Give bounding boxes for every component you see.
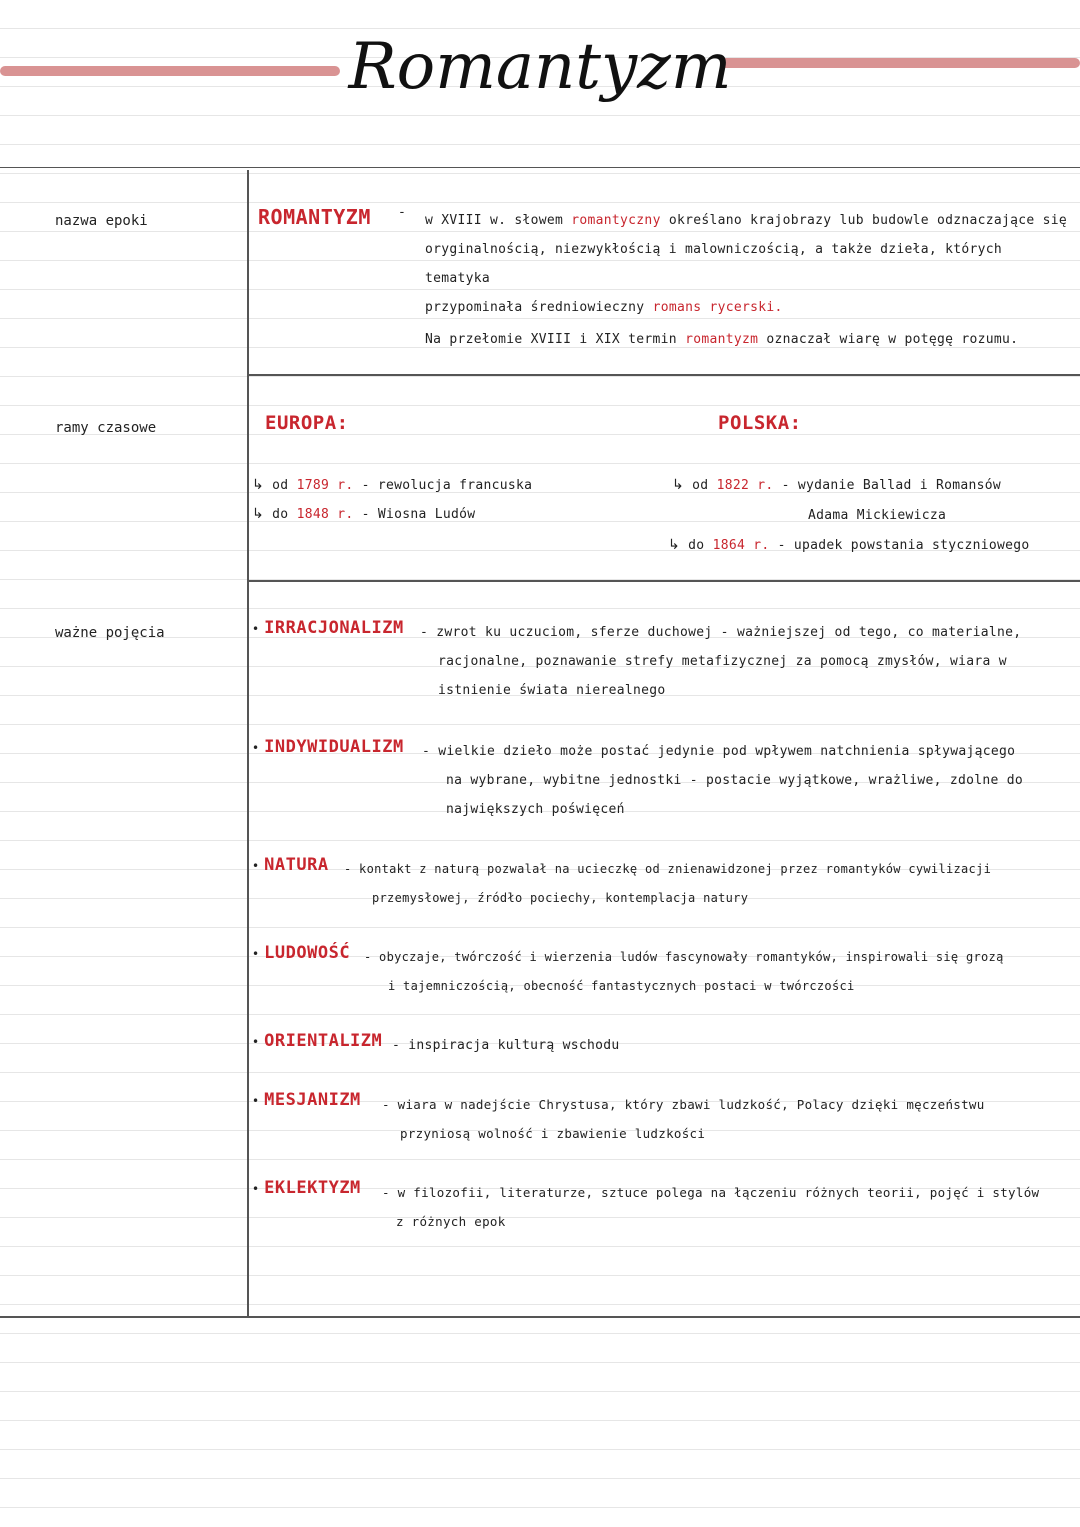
era-line-2: oryginalnością, niezwykłością i malowniczością, a także dzieła, których tematyka	[425, 242, 1002, 286]
concept-term: NATURA	[264, 855, 329, 875]
era-line-3: przypominała średniowieczny romans rycerski.	[425, 300, 783, 315]
page-title: Romantyzm	[348, 30, 732, 104]
era-definition	[425, 206, 1075, 322]
poland-header: POLSKA:	[718, 412, 802, 434]
label-era-name: nazwa epoki	[55, 213, 148, 229]
highlight-romantyzm: romantyzm	[685, 332, 759, 347]
concept-natura	[252, 855, 1072, 905]
bullet-icon: •	[252, 859, 260, 873]
bullet-icon: •	[252, 1182, 260, 1196]
bullet-icon: •	[252, 741, 260, 755]
arrow-icon: ↳	[252, 477, 265, 493]
arrow-icon: ↳	[672, 477, 685, 493]
bullet-icon: •	[252, 1035, 260, 1049]
concept-irracjonalizm	[252, 618, 1072, 698]
era-line-4: Na przełomie XVIII i XIX termin romantyzm oznaczał wiarę w potęgę rozumu.	[425, 332, 1019, 347]
concept-desc: - w filozofii, literaturze, sztuce polega na łączeniu różnych teorii, pojęć i stylów z różnych epok	[382, 1185, 1040, 1229]
era-term: ROMANTYZM	[258, 205, 371, 229]
era-dash: -	[398, 205, 407, 220]
concept-term: MESJANIZM	[264, 1090, 361, 1110]
concept-mesjanizm	[252, 1090, 1072, 1141]
era-line-1: w XVIII w. słowem romantyczny określano krajobrazy lub budowle odznaczające się	[425, 213, 1068, 228]
bullet-icon: •	[252, 1094, 260, 1108]
arrow-icon: ↳	[668, 537, 681, 553]
concept-orientalizm	[252, 1031, 1072, 1051]
poland-start: ↳ od 1822 r. - wydanie Ballad i Romansów	[672, 477, 1002, 493]
table-top-border	[0, 167, 1080, 168]
concept-eklektyzm	[252, 1178, 1072, 1229]
concept-term: INDYWIDUALIZM	[264, 737, 404, 757]
row-divider-1	[249, 374, 1080, 376]
title-bar-right	[720, 58, 1080, 68]
bullet-icon: •	[252, 947, 260, 961]
concept-desc: - inspiracja kulturą wschodu	[392, 1038, 620, 1053]
europe-header: EUROPA:	[265, 412, 349, 434]
concept-desc: - wiara w nadejście Chrystusa, który zbawi ludzkość, Polacy dzięki męczeństwu przyniosą wolność i zbawienie ludzkości	[382, 1097, 985, 1141]
label-concepts: ważne pojęcia	[55, 625, 165, 641]
row-divider-2	[249, 580, 1080, 582]
title-bar-left	[0, 66, 340, 76]
europe-start: ↳ od 1789 r. - rewolucja francuska	[252, 477, 533, 493]
concept-desc: - wielkie dzieło może postać jedynie pod wpływem natchnienia spływającego na wybrane, wybitne jednostki - postacie wyjątkowe, wrażliwe, zdolne do największych poświęceń	[422, 744, 1023, 817]
highlight-romans: romans rycerski.	[652, 300, 783, 315]
europe-end: ↳ do 1848 r. - Wiosna Ludów	[252, 506, 476, 522]
bullet-icon: •	[252, 622, 260, 636]
label-timeframe: ramy czasowe	[55, 420, 157, 436]
concept-desc: - kontakt z naturą pozwalał na ucieczkę od znienawidzonej przez romantyków cywilizacji przemysłowej, źródło pociechy, kontemplacja natury	[344, 862, 992, 905]
concept-ludowosc	[252, 943, 1072, 993]
concept-term: ORIENTALIZM	[264, 1031, 383, 1051]
highlight-romantyczny: romantyczny	[571, 213, 661, 228]
concept-term: IRRACJONALIZM	[264, 618, 404, 638]
poland-start-author: Adama Mickiewicza	[808, 508, 947, 523]
concept-desc: - obyczaje, twórczość i wierzenia ludów fascynowały romantyków, inspirowali się grozą i tajemniczością, obecność fantastycznych postaci w twórczości	[364, 950, 1004, 993]
concept-desc: - zwrot ku uczuciom, sferze duchowej - ważniejszej od tego, co materialne, racjonalne, poznawanie strefy metafizycznej za pomocą zmysłów, wiara w istnienie świata nierealnego	[420, 625, 1022, 698]
concept-indywidualizm	[252, 737, 1072, 817]
table-column-divider	[247, 170, 249, 1318]
concept-term: LUDOWOŚĆ	[264, 943, 351, 963]
arrow-icon: ↳	[252, 506, 265, 522]
concept-term: EKLEKTYZM	[264, 1178, 361, 1198]
table-bottom-border	[0, 1316, 1080, 1318]
poland-end: ↳ do 1864 r. - upadek powstania styczniowego	[668, 537, 1030, 553]
